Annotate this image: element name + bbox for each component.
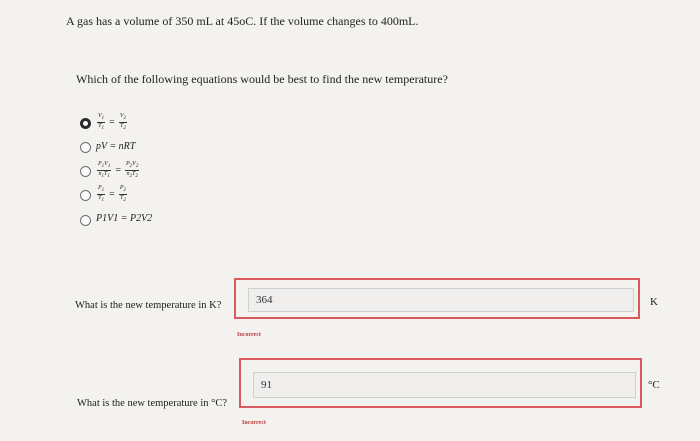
option-1-equation: $\frac{V_1}{T_1}$ = $\frac{V_2}{T_2}$ xyxy=(98,113,126,132)
part2-feedback: Incorrect xyxy=(242,420,266,426)
option-4-radio[interactable] xyxy=(80,190,91,201)
option-3-equation: $\frac{P_1V_1}{n_1T_1}$ = $\frac{P_2V_2}{n_2T_2}$ xyxy=(98,161,139,180)
part1-label: What is the new temperature in K? xyxy=(75,300,222,311)
part2-unit: °C xyxy=(648,379,660,391)
option-2-equation: pV = nRT xyxy=(96,141,136,152)
part1-answer-input[interactable] xyxy=(248,288,634,312)
part2-answer-box xyxy=(239,358,642,408)
option-3-radio[interactable] xyxy=(80,166,91,177)
option-5-equation: P1V1 = P2V2 xyxy=(96,213,153,224)
question-subprompt: Which of the following equations would be best to find the new temperature? xyxy=(76,72,448,86)
part1-feedback: Incorrect xyxy=(237,332,261,338)
part2-answer-input[interactable] xyxy=(253,372,636,398)
part2-label: What is the new temperature in °C? xyxy=(77,398,227,409)
part1-answer-box xyxy=(234,278,640,319)
part1-unit: K xyxy=(650,296,658,308)
option-4-equation: $\frac{P_1}{T_1}$ = $\frac{P_2}{T_2}$ xyxy=(98,185,126,204)
option-1-radio[interactable] xyxy=(80,118,91,129)
option-2-radio[interactable] xyxy=(80,142,91,153)
option-5-radio[interactable] xyxy=(80,215,91,226)
question-prompt: A gas has a volume of 350 mL at 45oC. If the volume changes to 400mL. xyxy=(66,14,419,28)
